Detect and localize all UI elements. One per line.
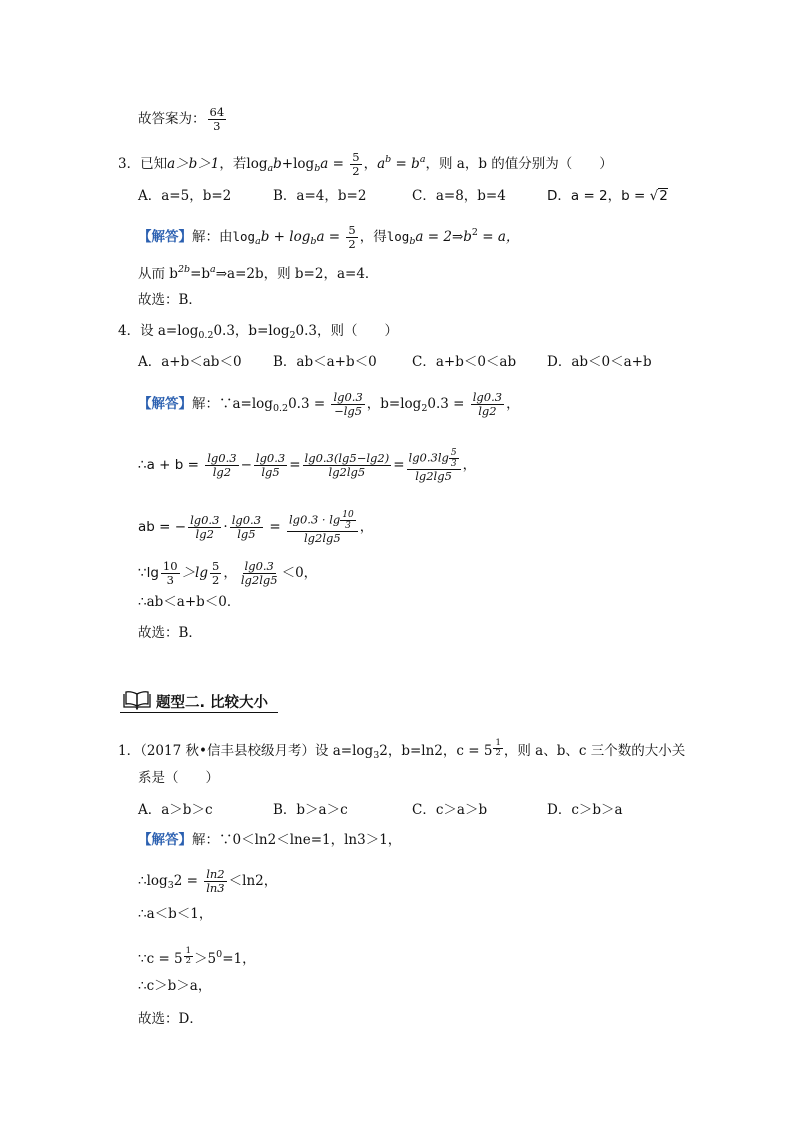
s2-q1-solution-line5: ∴c＞b＞a， (138, 978, 212, 994)
q4-solution-line3: ab = − $\frac{\lg 0.3}{\lg 2}$ · $\frac{\lg 0.3}{\lg 5}$ = lg0.3 · lg $\frac{10}{3}$ lg2lg5 ， (138, 510, 374, 545)
q3-solution-line2: 从而 $b^{2b}=b^a\Rightarrow a=2b$，则 b=2，a=4． (138, 264, 379, 282)
q3-option-b: B．a=4，b=2 (273, 188, 367, 204)
solution-tag: 【解答】 (138, 229, 192, 245)
s2-q1-solution-line4: ∵c = 5 $\frac{1}{2}$ $>5^0=1$， (138, 946, 256, 967)
q4-option-c: C．a+b＜0＜ab (412, 354, 517, 370)
s2-q1-stem-line1: 1．（2017 秋•信丰县校级月考）设 $a=\log_32$，b=ln2，c = 5 $\frac{1}{2}$ ，则 a、b、c 三个数的大小关 (118, 738, 686, 761)
book-icon (122, 690, 152, 710)
q3-stem: 3．已知a＞b＞1，若$\log_ab+\log_ba$ = $\frac{5}{2}$ ，$a^b = b^a$，则 a，b 的值分别为（ ） (118, 150, 613, 178)
q3-solution-line1: 【解答】解：由$\log_ab + \log_ba$ = $\frac{5}{2}$ ，得$\log_ba$ = $2\Rightarrow b^2 = a$， (138, 223, 520, 251)
solution-tag: 【解答】 (138, 396, 192, 412)
q4-stem: 4．设 $a=\log_{0.2}0.3$，$b=\log_20.3$，则（ ） (118, 323, 398, 341)
q4-option-d: D．ab＜0＜a+b (547, 354, 652, 370)
q3-solution-fraction: $\frac{5}{2}$ (348, 223, 356, 251)
s2-q1-solution-line1: 【解答】解：∵0＜ln2＜lne=1，ln3＞1， (138, 832, 402, 848)
solution-tag: 【解答】 (138, 832, 192, 848)
section-title: 题型二. 比较大小 (156, 695, 269, 711)
s2-q1-option-b: B．b＞a＞c (273, 802, 348, 818)
q4-option-b: B．ab＜a+b＜0 (273, 354, 377, 370)
answer-label: 故答案为： (138, 111, 206, 127)
s2-q1-option-d: D．c＞b＞a (547, 802, 623, 818)
q3-option-c: C．a=8，b=4 (412, 188, 506, 204)
section-heading (120, 688, 278, 713)
q3-option-a: A．a=5，b=2 (138, 188, 232, 204)
q4-conclusion: 故选：B． (138, 625, 202, 641)
s2-q1-solution-line2: $\therefore\log_32$ = $\frac{\ln 2}{\ln 3}$ ＜ln2， (138, 867, 278, 895)
q3-option-d: D．a = 2，b = √2 (547, 188, 668, 204)
q4-option-a: A．a+b＜ab＜0 (138, 354, 242, 370)
q3-stem-fraction: $\frac{5}{2}$ (352, 150, 360, 178)
answer-fraction: $\frac{64}{3}$ (209, 105, 225, 133)
s2-q1-solution-line3: ∴a＜b＜1， (138, 906, 213, 922)
prev-answer-line (138, 106, 228, 133)
exponent-fraction: $\frac{1}{2}$ (495, 738, 501, 758)
s2-q1-option-a: A．a＞b＞c (138, 802, 213, 818)
q4-solution-line1: 【解答】解：$\because a=\log_{0.2}0.3$ = $\frac{\lg 0.3}{-\lg 5}$ ，$b=\log_20.3$ = $\frac{\lg 0.3}{\lg 2}$ ， (138, 390, 520, 418)
q3-conclusion: 故选：B． (138, 292, 202, 308)
s2-q1-stem-line2: 系是（ ） (138, 770, 219, 786)
s2-q1-conclusion: 故选：D． (138, 1011, 203, 1027)
q4-solution-line2: ∴a + b = $\frac{\lg 0.3}{\lg 2}$ − $\frac{\lg 0.3}{\lg 5}$ = $\frac{\lg 0.3(\lg 5-\lg 2)}{\lg 2\lg 5}$ = lg0.3lg $\frac{5}{3}$ lg2lg5 ， (138, 448, 477, 483)
s2-q1-option-c: C．c＞a＞b (412, 802, 488, 818)
q4-solution-line5: ∴ab＜a+b＜0． (138, 594, 241, 610)
q4-solution-line4: ∵lg $\frac{10}{3}$ ＞lg $\frac{5}{2}$ ， $\frac{\lg 0.3}{\lg 2\lg 5}$ ＜0， (138, 559, 318, 587)
